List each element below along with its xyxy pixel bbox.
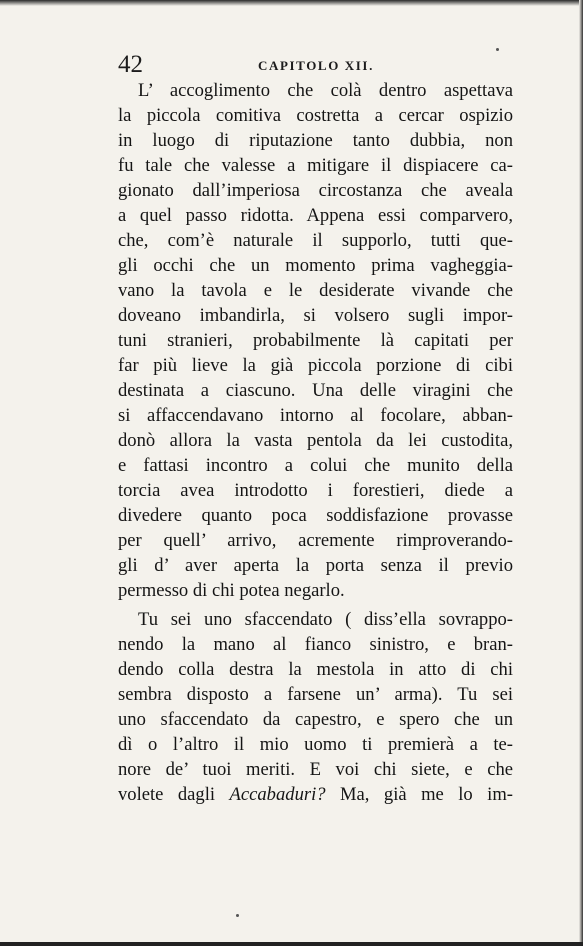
- paragraph-1: [118, 78, 513, 603]
- text-line: donò allora la vasta pentola da lei custodita,: [118, 430, 513, 451]
- text-line: si affaccendavano intorno al focolare, abban-: [118, 405, 513, 426]
- text-line: doveano imbandirla, si volsero sugli impor-: [118, 305, 513, 326]
- text-line: dì o l’altro il mio uomo ti premierà a te-: [118, 734, 513, 755]
- text-line: nore de’ tuoi meriti. E voi chi siete, e che: [118, 759, 513, 780]
- text-line: permesso di chi potea negarlo.: [118, 580, 345, 601]
- text-line: per quell’ arrivo, acremente rimproverando-: [118, 530, 513, 551]
- text-line: Tu sei uno sfaccendato ( diss’ella sovrappo-: [138, 609, 513, 630]
- text-run: volete dagli: [118, 784, 230, 805]
- text-line: L’ accoglimento che colà dentro aspettava: [138, 80, 513, 101]
- text-line: sembra disposto a farsene un’ arma). Tu sei: [118, 684, 513, 705]
- page-bottom-shadow: [0, 942, 583, 946]
- running-head: CAPITOLO XII.: [258, 58, 374, 73]
- page-number: 42: [118, 51, 143, 78]
- text-line: gli occhi che un momento prima vagheggia-: [118, 255, 513, 276]
- text-line: tuni stranieri, probabilmente là capitati per: [118, 330, 513, 351]
- text-line: che, com’è naturale il supporlo, tutti que-: [118, 230, 513, 251]
- paragraph-2: [118, 607, 513, 807]
- text-line: a quel passo ridotta. Appena essi comparvero,: [118, 205, 513, 226]
- text-run: Ma, già me lo im-: [325, 784, 513, 805]
- text-line: far più lieve la già piccola porzione di cibi: [118, 355, 513, 376]
- text-line: divedere quanto poca soddisfazione provasse: [118, 505, 513, 526]
- body-text: [118, 78, 513, 807]
- text-line: nendo la mano al fianco sinistro, e bran-: [118, 634, 513, 655]
- text-line: uno sfaccendato da capestro, e spero che un: [118, 709, 513, 730]
- text-line: torcia avea introdotto i forestieri, diede a: [118, 480, 513, 501]
- page-top-shadow: [0, 0, 583, 6]
- text-line: vano la tavola e le desiderate vivande che: [118, 280, 513, 301]
- text-line: in luogo di riputazione tanto dubbia, non: [118, 130, 513, 151]
- text-line: gionato dall’imperiosa circostanza che aveala: [118, 180, 513, 201]
- text-line: e fattasi incontro a colui che munito della: [118, 455, 513, 476]
- text-line: gli d’ aver aperta la porta senza il previo: [118, 555, 513, 576]
- text-line: la piccola comitiva costretta a cercar ospizio: [118, 105, 513, 126]
- text-line: fu tale che valesse a mitigare il dispiacere ca-: [118, 155, 513, 176]
- italic-term: Accabaduri?: [229, 784, 326, 805]
- page-right-shadow: [579, 0, 583, 946]
- paper-speck: [496, 48, 499, 51]
- paper-speck: [236, 914, 239, 917]
- text-line: dendo colla destra la mestola in atto di chi: [118, 659, 513, 680]
- text-line: destinata a ciascuno. Una delle viragini che: [118, 380, 513, 401]
- page-header: [118, 50, 513, 80]
- text-line-with-italic: [118, 782, 513, 807]
